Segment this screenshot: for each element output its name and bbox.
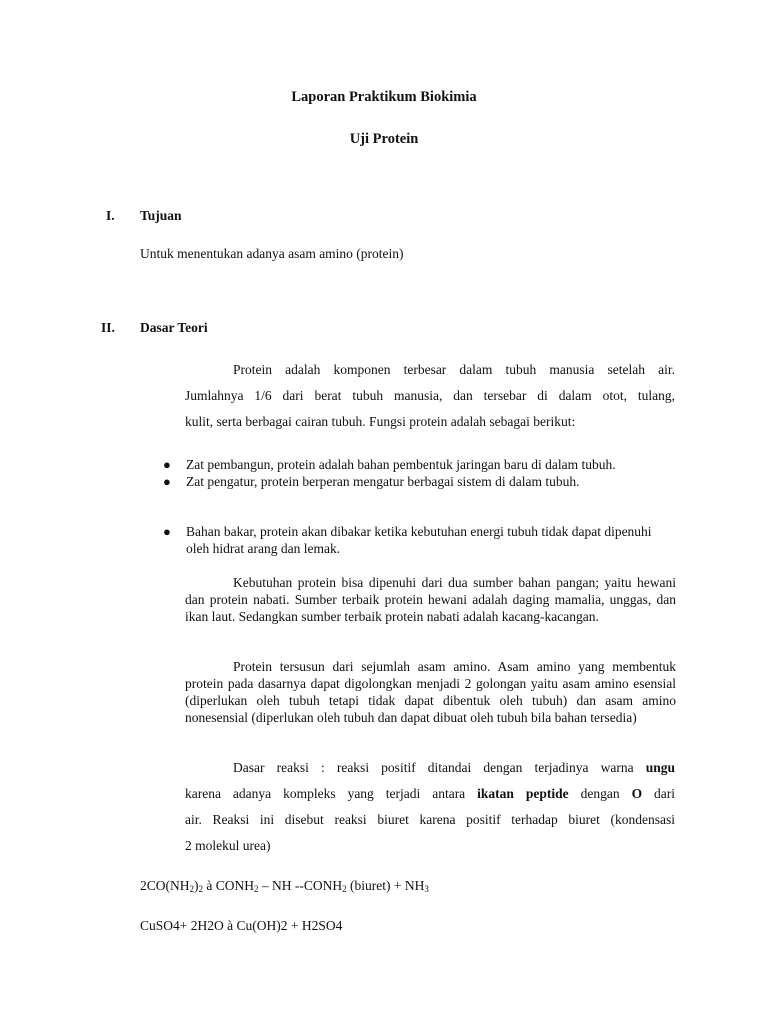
section-1-heading: Tujuan: [140, 208, 182, 223]
list-item-text: Zat pembangun, protein adalah bahan pembentuk jaringan baru di dalam tubuh.: [186, 457, 616, 472]
eq-sub: 2: [198, 884, 203, 894]
intro-line: Protein adalah komponen terbesar dalam tubuh manusia setelah air.: [233, 362, 675, 377]
intro-paragraph: [185, 357, 675, 435]
function-list-continued: [163, 523, 678, 557]
reaction-text: dengan: [580, 786, 620, 801]
eq-sub: 3: [424, 884, 429, 894]
eq-part: 2CO(NH: [140, 878, 190, 893]
section-1-text: Untuk menentukan adanya asam amino (protein): [140, 246, 404, 261]
oxygen-label: O: [631, 786, 643, 801]
reaction-line-3: air. Reaksi ini disebut reaksi biuret karena positif terhadap biuret (kondensasi: [185, 812, 675, 827]
reaction-line-1: [185, 755, 675, 781]
intro-line: Jumlahnya 1/6 dari berat tubuh manusia, dan tersebar di dalam otot, tulang,: [185, 388, 675, 403]
eq-part: – NH --CONH: [258, 878, 343, 893]
amino-paragraph: Protein tersusun dari sejumlah asam amino. Asam amino yang membentuk protein pada dasarnya dapat digolongkan menjadi 2 golongan yaitu asam amino esensial (diperlukan oleh tubuh tetapi tidak dapat dibentuk oleh tubuh) dan asam amino nonesensial (diperlukan oleh tubuh dan dapat dibuat oleh tubuh bila bahan tersedia): [185, 659, 676, 725]
bullet-icon: ●: [163, 524, 171, 539]
reaction-text: Dasar reaksi : reaksi positif ditandai dengan terjadinya warna: [233, 760, 634, 775]
color-ungu: ungu: [645, 760, 676, 775]
list-item: [163, 456, 678, 473]
bullet-icon: ●: [163, 474, 171, 489]
list-item-text: Bahan bakar, protein akan dibakar ketika kebutuhan energi tubuh tidak dapat dipenuhi oleh hidrat arang dan lemak.: [186, 524, 652, 556]
section-2-number: II.: [101, 320, 115, 335]
eq-sub: 2: [254, 884, 259, 894]
reaction-text: karena adanya kompleks yang terjadi antara: [185, 786, 466, 801]
reaction-line-2: [185, 781, 675, 807]
reaction-paragraph: [185, 755, 675, 859]
sources-paragraph: Kebutuhan protein bisa dipenuhi dari dua sumber bahan pangan; yaitu hewani dan protein nabati. Sumber terbaik protein hewani adalah daging mamalia, unggas, dan ikan laut. Sedangkan sumber terbaik protein nabati adalah kacang-kacangan.: [185, 575, 676, 624]
bullet-icon: ●: [163, 457, 171, 472]
eq-part: (biuret) + NH: [346, 878, 425, 893]
eq-sub: 2: [189, 884, 194, 894]
eq-part: ): [194, 878, 199, 893]
reaction-line-4: 2 molekul urea): [185, 838, 271, 853]
reaction-text: dari: [654, 786, 676, 801]
bond-label: ikatan peptide: [477, 786, 569, 801]
equation-copper: CuSO4+ 2H2O à Cu(OH)2 + H2SO4: [140, 918, 343, 933]
list-item: [163, 473, 678, 490]
eq-sub: 2: [342, 884, 347, 894]
eq-part: à CONH: [203, 878, 254, 893]
function-list: [163, 456, 678, 490]
list-item: [163, 523, 678, 557]
section-2-heading: Dasar Teori: [140, 320, 208, 335]
section-1-number: I.: [106, 208, 115, 223]
document-subtitle: Uji Protein: [349, 131, 419, 147]
document-title: Laporan Praktikum Biokimia: [291, 89, 477, 105]
intro-line: kulit, serta berbagai cairan tubuh. Fungsi protein adalah sebagai berikut:: [185, 414, 576, 429]
list-item-text: Zat pengatur, protein berperan mengatur berbagai sistem di dalam tubuh.: [186, 474, 580, 489]
equation-biuret: [140, 878, 429, 894]
